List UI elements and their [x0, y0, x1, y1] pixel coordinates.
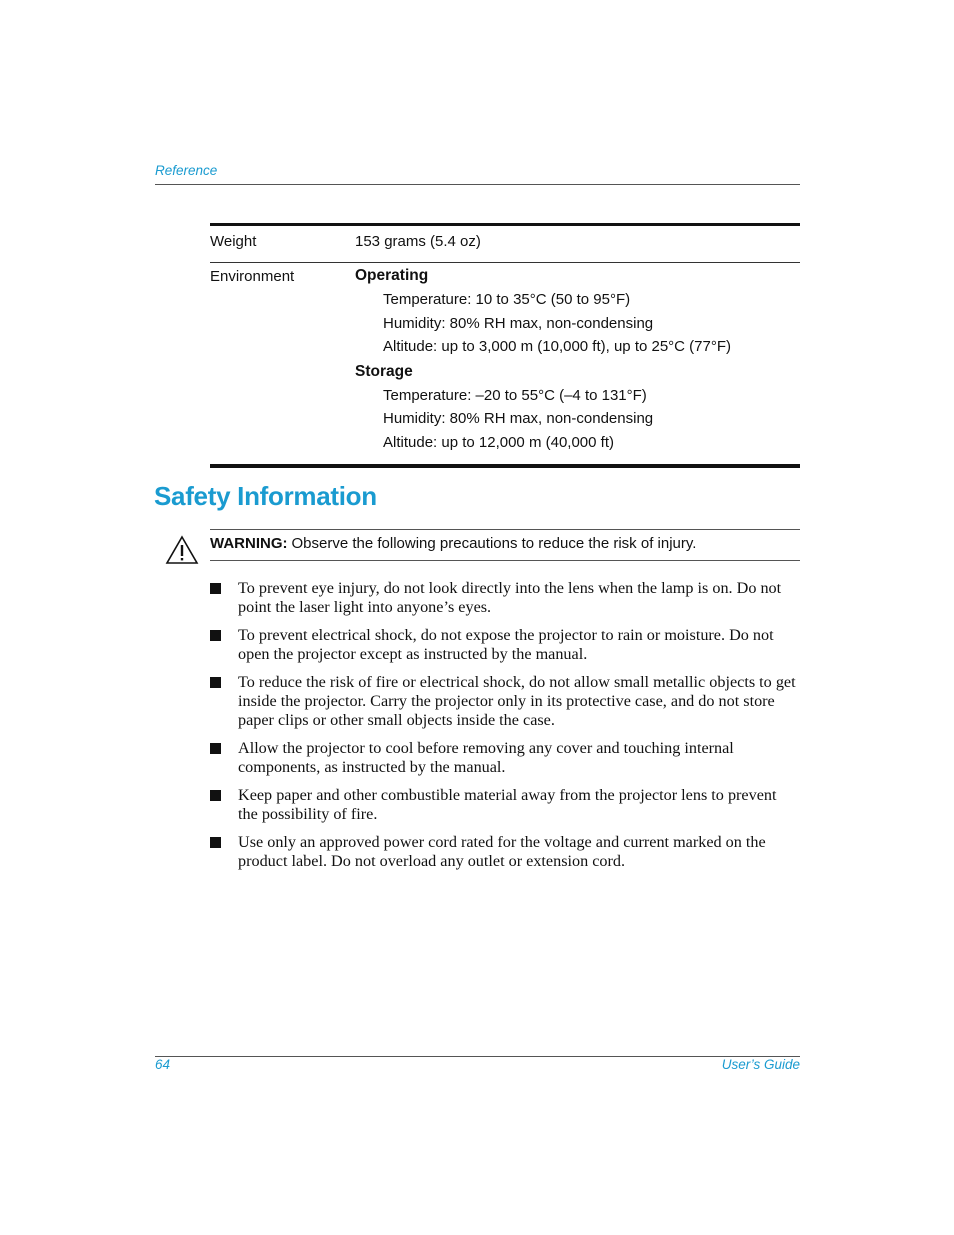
header-rule: [155, 184, 800, 185]
list-item-text: To prevent eye injury, do not look directly into the lens when the lamp is on. Do not point the laser light into anyone’s eyes.: [238, 579, 782, 616]
list-item-text: Allow the projector to cool before removing any cover and touching internal components, as instructed by the manual.: [238, 739, 734, 776]
bullet-square-icon: [210, 743, 221, 754]
list-item-text: To prevent electrical shock, do not expose the projector to rain or moisture. Do not open the projector except as instructed by the manual.: [238, 626, 774, 663]
spec-value-weight: 153 grams (5.4 oz): [355, 233, 481, 250]
warning-rule-bottom: [210, 560, 800, 561]
list-item-text: Keep paper and other combustible material away from the projector lens to prevent the possibility of fire.: [238, 786, 777, 823]
operating-temperature: Temperature: 10 to 35°C (50 to 95°F): [383, 291, 631, 308]
spec-table: [210, 223, 800, 468]
storage-altitude: Altitude: up to 12,000 m (40,000 ft): [383, 433, 614, 451]
spec-label-weight: Weight: [210, 233, 257, 250]
bullet-square-icon: [210, 630, 221, 641]
list-item: [210, 786, 800, 824]
bullet-square-icon: [210, 583, 221, 594]
list-item-text: Use only an approved power cord rated for the voltage and current marked on the product label. Do not overload any outlet or extension cord.: [238, 833, 766, 870]
operating-humidity: Humidity: 80% RH max, non-condensing: [383, 314, 654, 332]
environment-block: [355, 266, 731, 456]
footer-rule: [155, 1056, 800, 1057]
warning-text: Observe the following precautions to reduce the risk of injury.: [291, 535, 697, 552]
operating-heading: Operating: [355, 267, 429, 284]
spec-row-weight: [210, 226, 800, 263]
bullet-square-icon: [210, 790, 221, 801]
warning-note: [210, 535, 696, 552]
list-item: [210, 673, 800, 730]
list-item: [210, 626, 800, 664]
spec-row-environment: [210, 263, 800, 468]
list-item: [210, 833, 800, 871]
list-item: [210, 579, 800, 617]
bullet-square-icon: [210, 677, 221, 688]
bullet-square-icon: [210, 837, 221, 848]
warning-label: WARNING:: [210, 535, 288, 552]
operating-altitude: Altitude: up to 3,000 m (10,000 ft), up to 25°C (77°F): [383, 338, 732, 355]
storage-humidity: Humidity: 80% RH max, non-condensing: [383, 410, 654, 427]
warning-rule-top: [210, 529, 800, 530]
storage-temperature: Temperature: –20 to 55°C (–4 to 131°F): [383, 386, 647, 404]
running-head: Reference: [155, 163, 218, 178]
guide-title: User’s Guide: [721, 1057, 800, 1072]
page-number: 64: [155, 1057, 171, 1072]
spec-label-environment: Environment: [210, 268, 295, 285]
warning-triangle-icon: [165, 535, 199, 565]
list-item-text: To reduce the risk of fire or electrical shock, do not allow small metallic objects to get inside the projector. Carry the projector only in its protective case, and do not store paper clips or other small objects inside the case.: [238, 673, 796, 729]
safety-bullet-list: [210, 579, 800, 880]
storage-heading: Storage: [355, 362, 413, 380]
list-item: [210, 739, 800, 777]
section-title: Safety Information: [154, 481, 377, 511]
